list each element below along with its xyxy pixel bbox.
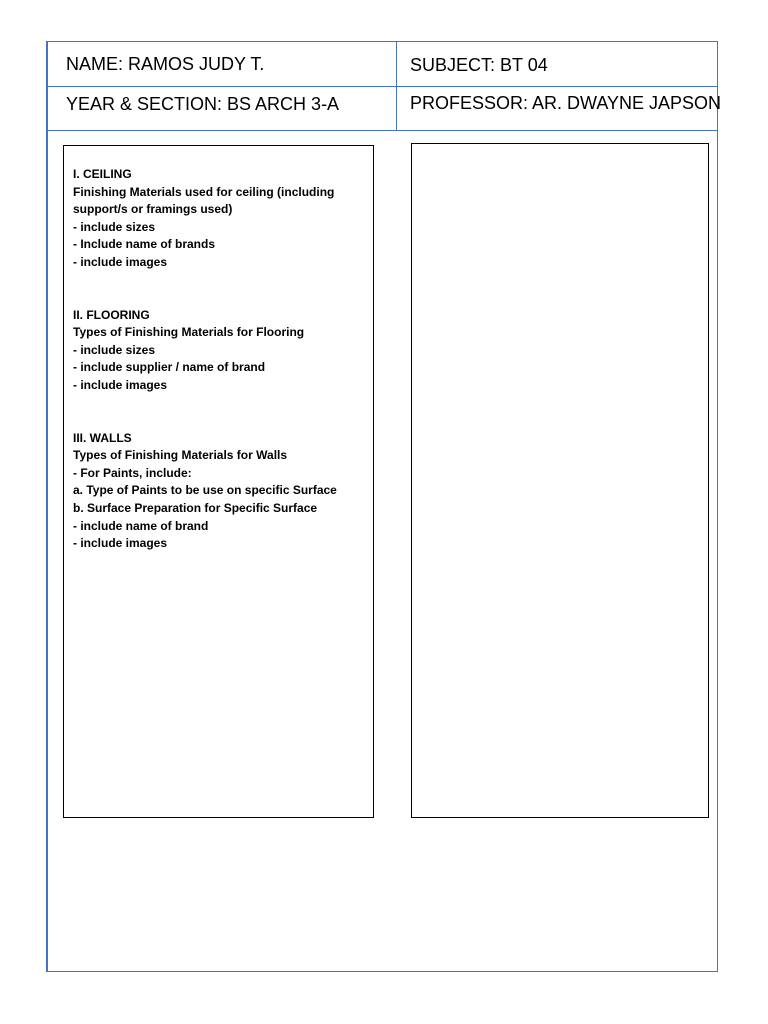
outline-line: - include sizes (73, 342, 156, 357)
header-bottom-divider (48, 130, 717, 131)
student-name-field: NAME: RAMOS JUDY T. (66, 54, 265, 74)
section-title: III. WALLS (73, 430, 132, 445)
year-section-field: YEAR & SECTION: BS ARCH 3-A (66, 94, 340, 114)
outline-line: Types of Finishing Materials for Walls (73, 448, 288, 463)
outline-line: - include images (73, 254, 168, 269)
outline-line: - include name of brand (73, 518, 209, 533)
outline-line: Types of Finishing Materials for Flooring (73, 325, 305, 340)
outline-section-walls (73, 430, 365, 553)
header-column-divider (396, 42, 397, 131)
blank-content-box (411, 143, 709, 818)
outline-line: - include images (73, 377, 168, 392)
outline-line: - include images (73, 536, 168, 551)
outline-line: support/s or framings used) (73, 202, 233, 217)
subject-field: SUBJECT: BT 04 (410, 55, 548, 75)
outline-line: - Include name of brands (73, 237, 216, 252)
outline-line: Finishing Materials used for ceiling (including (73, 184, 335, 199)
outline-line: - include sizes (73, 219, 156, 234)
outline-line: b. Surface Preparation for Specific Surface (73, 500, 318, 515)
professor-field: PROFESSOR: AR. DWAYNE JAPSON (410, 93, 722, 113)
outline-section-ceiling (73, 166, 365, 272)
section-title: II. FLOORING (73, 307, 150, 322)
outline-line: - include supplier / name of brand (73, 360, 266, 375)
header-row-divider (48, 86, 717, 87)
outline-line: - For Paints, include: (73, 465, 192, 480)
requirements-outline-box (63, 145, 374, 818)
outline-line: a. Type of Paints to be use on specific Surface (73, 483, 337, 498)
document-sheet (46, 41, 722, 972)
section-title: I. CEILING (73, 167, 132, 181)
outline-section-flooring (73, 307, 365, 395)
